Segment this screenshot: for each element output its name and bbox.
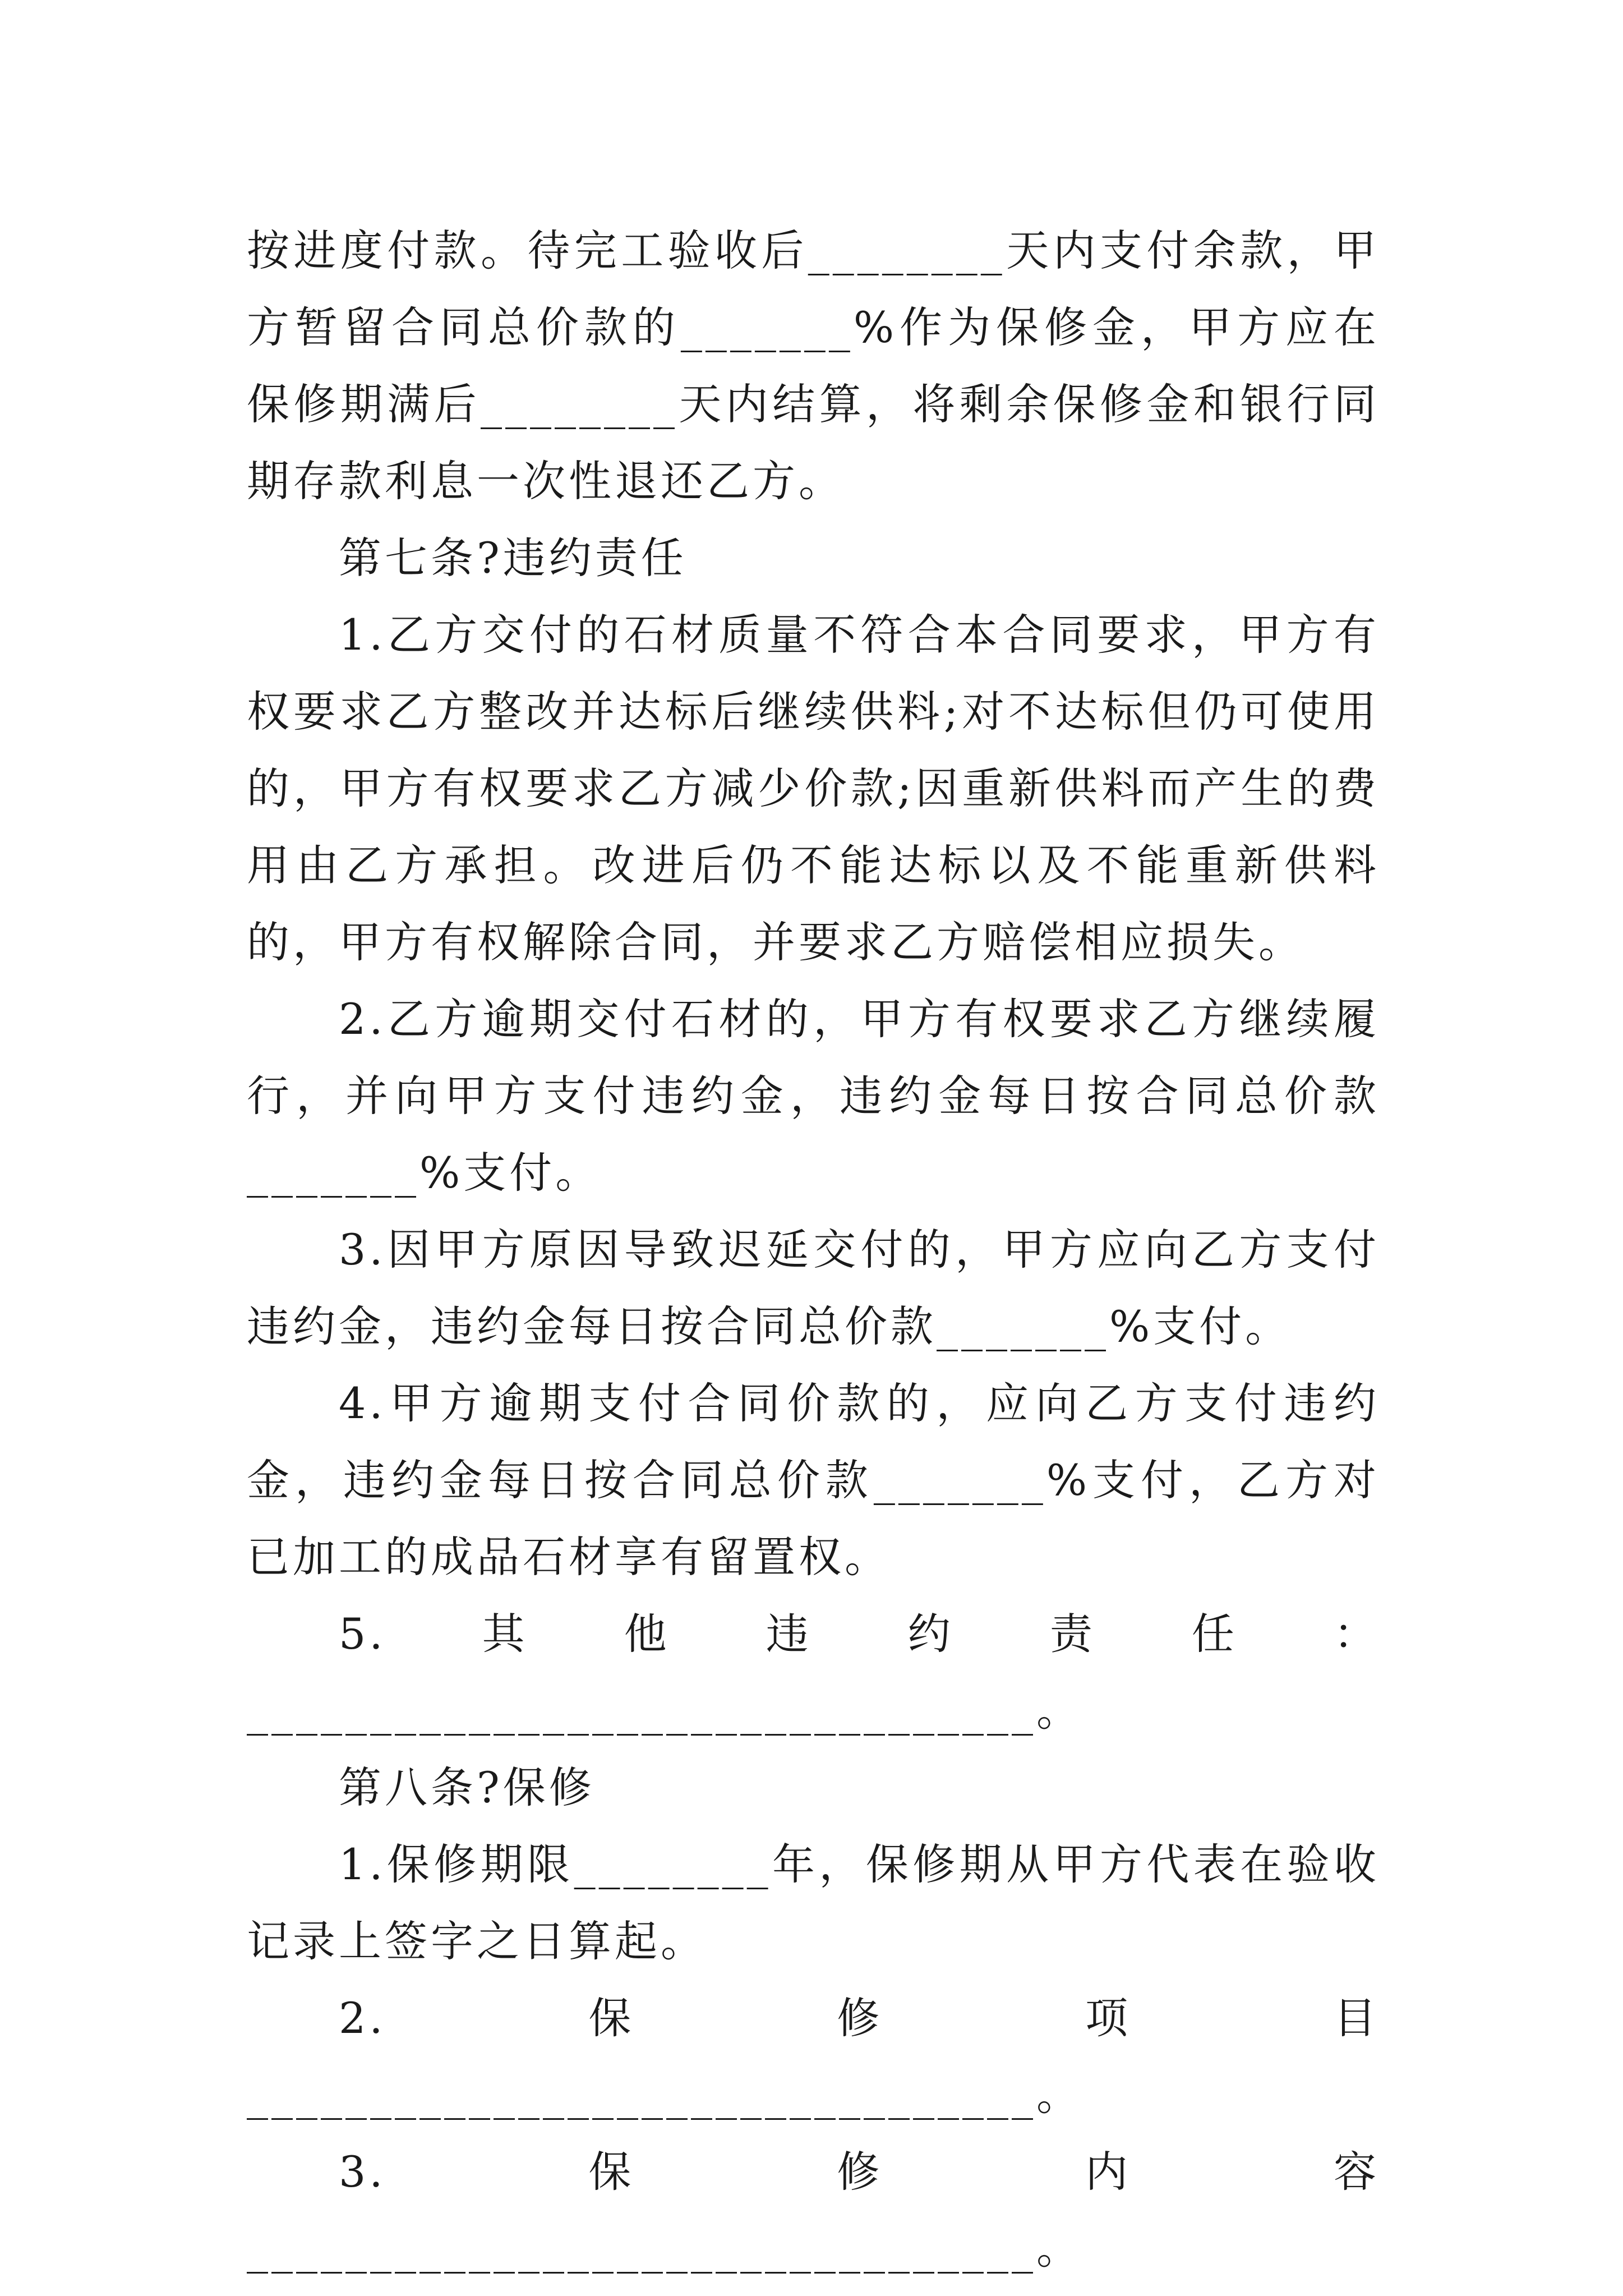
document-body	[247, 212, 1380, 2287]
article-7-item-5: 5.其他违约责任：________________________________。	[247, 1609, 1380, 1736]
article-8-heading: 第八条?保修	[339, 1763, 595, 1812]
article-7-heading: 第七条?违约责任	[339, 533, 687, 583]
article-7-item-2: 2.乙方逾期交付石材的，甲方有权要求乙方继续履行，并向甲方支付违约金，违约金每日按合同总价款_______%支付。	[247, 994, 1380, 1198]
article-7-item-4: 4.甲方逾期支付合同价款的，应向乙方支付违约金，违约金每日按合同总价款_______%支付，乙方对已加工的成品石材享有留置权。	[247, 1378, 1380, 1582]
article-8-item-2: 2.保修项目________________________________。	[247, 1993, 1380, 2120]
article-8-item-1: 1.保修期限________年，保修期从甲方代表在验收记录上签字之日算起。	[247, 1839, 1380, 1966]
article-8-item-3: 3.保修内容________________________________。	[247, 2147, 1380, 2274]
article-7-item-1: 1.乙方交付的石材质量不符合本合同要求，甲方有权要求乙方整改并达标后继续供料;对不达标但仍可使用的，甲方有权要求乙方减少价款;因重新供料而产生的费用由乙方承担。改进后仍不能达标以及不能重新供料的，甲方有权解除合同，并要求乙方赔偿相应损失。	[247, 610, 1380, 967]
payment-clause-paragraph: 按进度付款。待完工验收后________天内支付余款，甲方暂留合同总价款的_______%作为保修金，甲方应在保修期满后________天内结算，将剩余保修金和银行同期存款利息一次性退还乙方。	[247, 226, 1380, 506]
article-7-item-3: 3.因甲方原因导致迟延交付的，甲方应向乙方支付违约金，违约金每日按合同总价款_______%支付。	[247, 1225, 1380, 1351]
